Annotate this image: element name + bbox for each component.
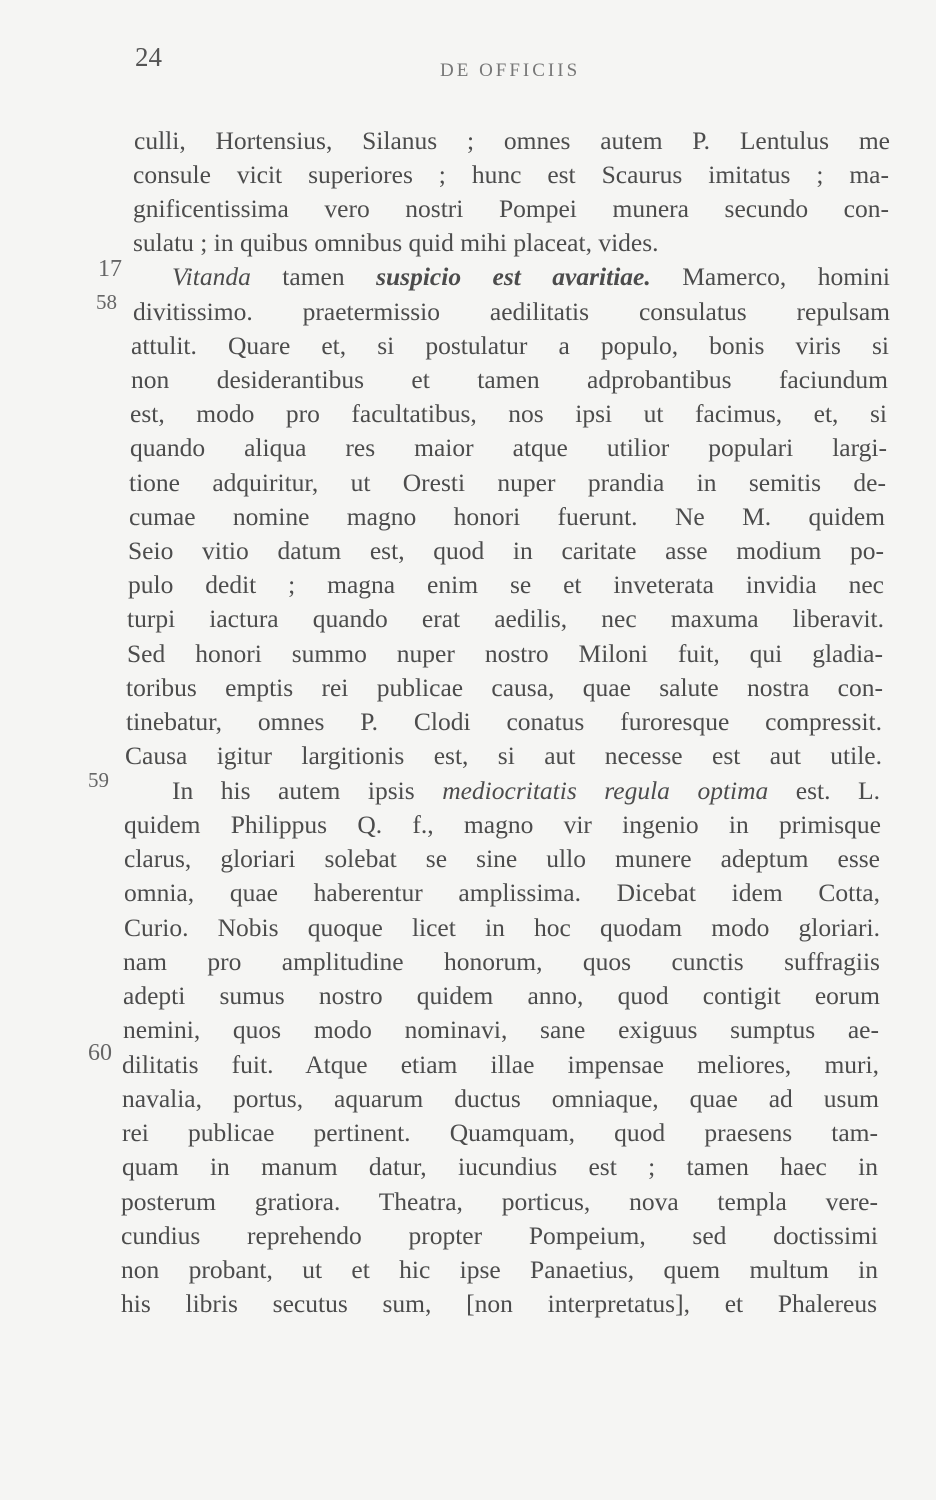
text-line: quando aliqua res maior atque utilior populari largi-	[130, 433, 887, 462]
text-line: attulit. Quare et, si postulatur a populo, bonis viris si	[131, 331, 889, 360]
text-line: dilitatis fuit. Atque etiam illae impensae meliores, muri,	[122, 1050, 879, 1079]
running-title: DE OFFICIIS	[440, 60, 581, 81]
text-line: quam in manum datur, iucundius est ; tamen haec in	[122, 1152, 878, 1181]
text-line: gnificentissima vero nostri Pompei munera secundo con-	[133, 194, 889, 223]
text-line: quidem Philippus Q. f., magno vir ingenio in primisque	[124, 810, 881, 839]
text-line: nam pro amplitudine honorum, quos cunctis suffragiis	[123, 947, 880, 976]
text-line: Seio vitio datum est, quod in caritate asse modium po-	[128, 536, 884, 565]
text-line: toribus emptis rei publicae causa, quae salute nostra con-	[126, 673, 883, 702]
text-span: tamen	[250, 262, 377, 291]
text-line: divitissimo. praetermissio aedilitatis consulatus repulsam	[133, 297, 890, 326]
text-line: cumae nomine magno honori fuerunt. Ne M. quidem	[129, 502, 885, 531]
text-line	[172, 776, 880, 806]
text-line: turpi iactura quando erat aedilis, nec maxuma liberavit.	[127, 604, 884, 633]
page-number: 24	[135, 42, 162, 72]
text-line: non desiderantibus et tamen adprobantibus faciundum	[131, 365, 888, 394]
text-line: culli, Hortensius, Silanus ; omnes autem P. Lentulus me	[134, 126, 890, 155]
margin-section-number: 60	[88, 1040, 112, 1066]
text-line: omnia, quae haberentur amplissima. Dicebat idem Cotta,	[124, 878, 880, 907]
text-line: Curio. Nobis quoque licet in hoc quodam modo gloriari.	[124, 913, 880, 942]
text-line: posterum gratiora. Theatra, porticus, nova templa vere-	[121, 1187, 878, 1216]
text-line	[172, 262, 890, 292]
text-line: cundius reprehendo propter Pompeium, sed doctissimi	[121, 1221, 878, 1250]
text-line: est, modo pro facultatibus, nos ipsi ut facimus, et, si	[130, 399, 887, 428]
margin-section-number: 58	[96, 290, 117, 314]
text-line: clarus, gloriari solebat se sine ullo munere adeptum esse	[124, 844, 880, 873]
text-line: rei publicae pertinent. Quamquam, quod praesens tam-	[122, 1118, 878, 1147]
text-line: his libris secutus sum, [non interpretatus], et Phalereus	[121, 1289, 877, 1318]
text-span: est. L.	[768, 776, 880, 805]
text-span: Mamerco, homini	[650, 262, 890, 291]
text-line: nemini, quos modo nominavi, sane exiguus sumptus ae-	[123, 1015, 879, 1044]
text-line: Sed honori summo nuper nostro Miloni fuit, qui gladia-	[127, 639, 883, 668]
text-line: consule vicit superiores ; hunc est Scaurus imitatus ; ma-	[133, 160, 889, 189]
text-line: tione adquiritur, ut Oresti nuper prandia in semitis de-	[129, 468, 886, 497]
text-line: non probant, ut et hic ipse Panaetius, quem multum in	[121, 1255, 878, 1284]
italic-phrase: Vitanda	[172, 262, 251, 291]
text-line: adepti sumus nostro quidem anno, quod contigit eorum	[123, 981, 880, 1010]
italic-phrase: suspicio est avaritiae.	[376, 262, 651, 291]
italic-phrase: mediocritatis regula optima	[442, 776, 769, 805]
text-line: sulatu ; in quibus omnibus quid mihi placeat, vides.	[133, 228, 659, 257]
text-line: Causa igitur largitionis est, si aut necesse est aut utile.	[125, 741, 882, 770]
margin-section-number: 59	[88, 768, 109, 792]
text-line: navalia, portus, aquarum ductus omniaque, quae ad usum	[122, 1084, 879, 1113]
text-line: tinebatur, omnes P. Clodi conatus furoresque compressit.	[126, 707, 882, 736]
text-line: pulo dedit ; magna enim se et inveterata invidia nec	[128, 570, 884, 599]
text-span: In his autem ipsis	[172, 776, 443, 805]
margin-section-number: 17	[98, 256, 122, 282]
